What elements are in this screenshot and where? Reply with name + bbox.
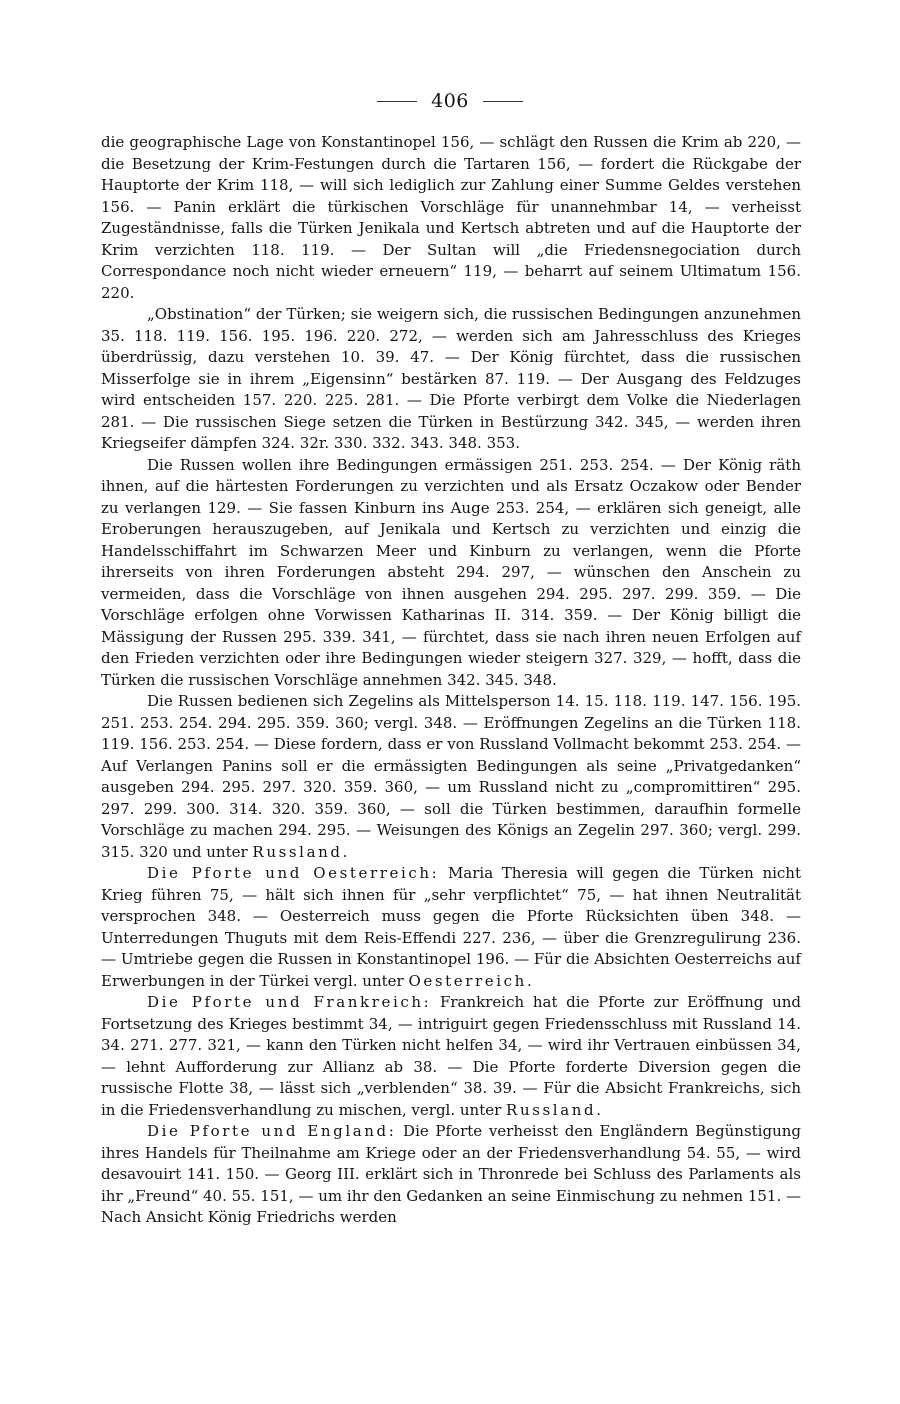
entry-lead: Die Pforte und England:	[147, 1122, 397, 1140]
entry-text: Die Russen bedienen sich Zegelins als Mittelsperson 14. 15. 118. 119. 147. 156. 195. 251. 253. 254. 294. 295. 359. 360; vergl. 348. — Eröffnungen Zegelins an die Türken 118. 119. 156. 253. 254. — Diese fordern, dass er von Russland Vollmacht bekommt 253. 254. — Auf Verlangen Panins soll er die ermässigten Bedingungen als seine „Privatgedanken“ ausgeben 294. 295. 297. 320. 359. 360, — um Russland nicht zu „compromittiren“ 295. 297. 299. 300. 314. 320. 359. 360, — soll die Türken bestimmen, daraufhin formelle Vorschläge zu machen 294. 295. — Weisungen des Königs an Zegelin 297. 360; vergl. 299. 315. 320 und unter	[101, 692, 801, 861]
entry-text: Frankreich hat die Pforte zur Eröffnung und Fortsetzung des Krieges bestimmt 34, — intriguirt gegen Friedensschluss mit Russland 14. 34. 271. 277. 321, — kann den Türken nicht helfen 34, — wird ihr Vertrauen einbüssen 34, — lehnt Aufforderung zur Allianz ab 38. — Die Pforte forderte Diversion gegen die russische Flotte 38, — lässt sich „verblenden“ 38. 39. — Für die Absicht Frankreichs, sich in die Friedensverhandlung zu mischen, vergl. unter	[101, 993, 801, 1119]
page-header	[0, 88, 900, 114]
header-rule-right	[483, 101, 523, 102]
entry-lead: Die Pforte und Oesterreich:	[147, 864, 440, 882]
entry-text: Maria Theresia will gegen die Türken nicht Krieg führen 75, — hält sich ihnen für „sehr verpflichtet“ 75, — hat ihnen Neutralität versprochen 348. — Oesterreich muss gegen die Pforte Rücksichten üben 348. — Unterredungen Thuguts mit dem Reis-Effendi 227. 236, — über die Grenzregulirung 236. — Umtriebe gegen die Russen in Konstantinopel 196. — Für die Absichten Oesterreichs auf Erwerbungen in der Türkei vergl. unter	[101, 864, 801, 990]
index-entry	[101, 132, 801, 304]
index-entry	[101, 304, 801, 455]
entry-crossref: Russland	[506, 1100, 597, 1119]
header-rule-left	[377, 101, 417, 102]
entry-crossref: Russland	[252, 842, 343, 861]
entry-text: die geographische Lage von Konstantinopel 156, — schlägt den Russen die Krim ab 220, — die Besetzung der Krim-Festungen durch die Tartaren 156, — fordert die Rückgabe der Hauptorte der Krim 118, — will sich lediglich zur Zahlung einer Summe Geldes verstehen 156. — Panin erklärt die türkischen Vorschläge für unannehmbar 14, — verheisst Zugeständnisse, falls die Türken Jenikala und Kertsch abtreten und auf die Hauptorte der Krim verzichten 118. 119. — Der Sultan will „die Friedensnegociation durch Correspondance noch nicht wieder erneuern“ 119, — beharrt auf seinem Ultimatum 156. 220.	[101, 133, 801, 302]
entry-lead: Die Pforte und Frankreich:	[147, 993, 432, 1011]
entry-text: Die Pforte verheisst den Engländern Begünstigung ihres Handels für Theilnahme am Kriege oder an der Friedensverhandlung 54. 55, — wird desavouirt 141. 150. — Georg III. erklärt sich in Thronrede bei Schluss des Parlaments als ihr „Freund“ 40. 55. 151, — um ihr den Gedanken an seine Einmischung zu nehmen 151. — Nach Ansicht König Friedrichs werden	[101, 1122, 801, 1226]
index-entry	[101, 455, 801, 692]
entry-end: .	[342, 842, 348, 861]
entry-end: .	[526, 971, 532, 990]
entry-text: Die Russen wollen ihre Bedingungen ermässigen 251. 253. 254. — Der König räth ihnen, auf die härtesten Forderungen zu verzichten und als Ersatz Oczakow oder Bender zu verlangen 129. — Sie fassen Kinburn ins Auge 253. 254, — erklären sich geneigt, alle Eroberungen herauszugeben, auf Jenikala und Kertsch zu verzichten und einzig die Handelsschiffahrt im Schwarzen Meer und Kinburn zu verlangen, wenn die Pforte ihrerseits von ihren Forderungen absteht 294. 297, — wünschen den Anschein zu vermeiden, dass die Vorschläge von ihnen ausgehen 294. 295. 297. 299. 359. — Die Vorschläge erfolgen ohne Vorwissen Katharinas II. 314. 359. — Der König billigt die Mässigung der Russen 295. 339. 341, — fürchtet, dass sie nach ihren neuen Erfolgen auf den Frieden verzichten oder ihre Bedingungen wieder steigern 327. 329, — hofft, dass die Türken die russischen Vorschläge annehmen 342. 345. 348.	[101, 455, 801, 689]
index-entry	[101, 863, 801, 992]
index-entry	[101, 992, 801, 1121]
index-entry	[101, 1121, 801, 1229]
index-text	[101, 132, 801, 1229]
page-number: 406	[431, 90, 469, 112]
entry-crossref: Oesterreich	[408, 971, 527, 990]
entry-end: .	[596, 1100, 601, 1119]
entry-text: „Obstination“ der Türken; sie weigern sich, die russischen Bedingungen anzunehmen 35. 118. 119. 156. 195. 196. 220. 272, — werden sich am Jahresschluss des Krieges überdrüssig, dazu verstehen 10. 39. 47. — Der König fürchtet, dass die russischen Misserfolge sie in ihrem „Eigensinn“ bestärken 87. 119. — Der Ausgang des Feldzuges wird entscheiden 157. 220. 225. 281. — Die Pforte verbirgt dem Volke die Niederlagen 281. — Die russischen Siege setzen die Türken in Bestürzung 342. 345, — werden ihren Kriegseifer dämpfen 324. 32r. 330. 332. 343. 348. 353.	[101, 305, 801, 452]
index-entry	[101, 691, 801, 863]
